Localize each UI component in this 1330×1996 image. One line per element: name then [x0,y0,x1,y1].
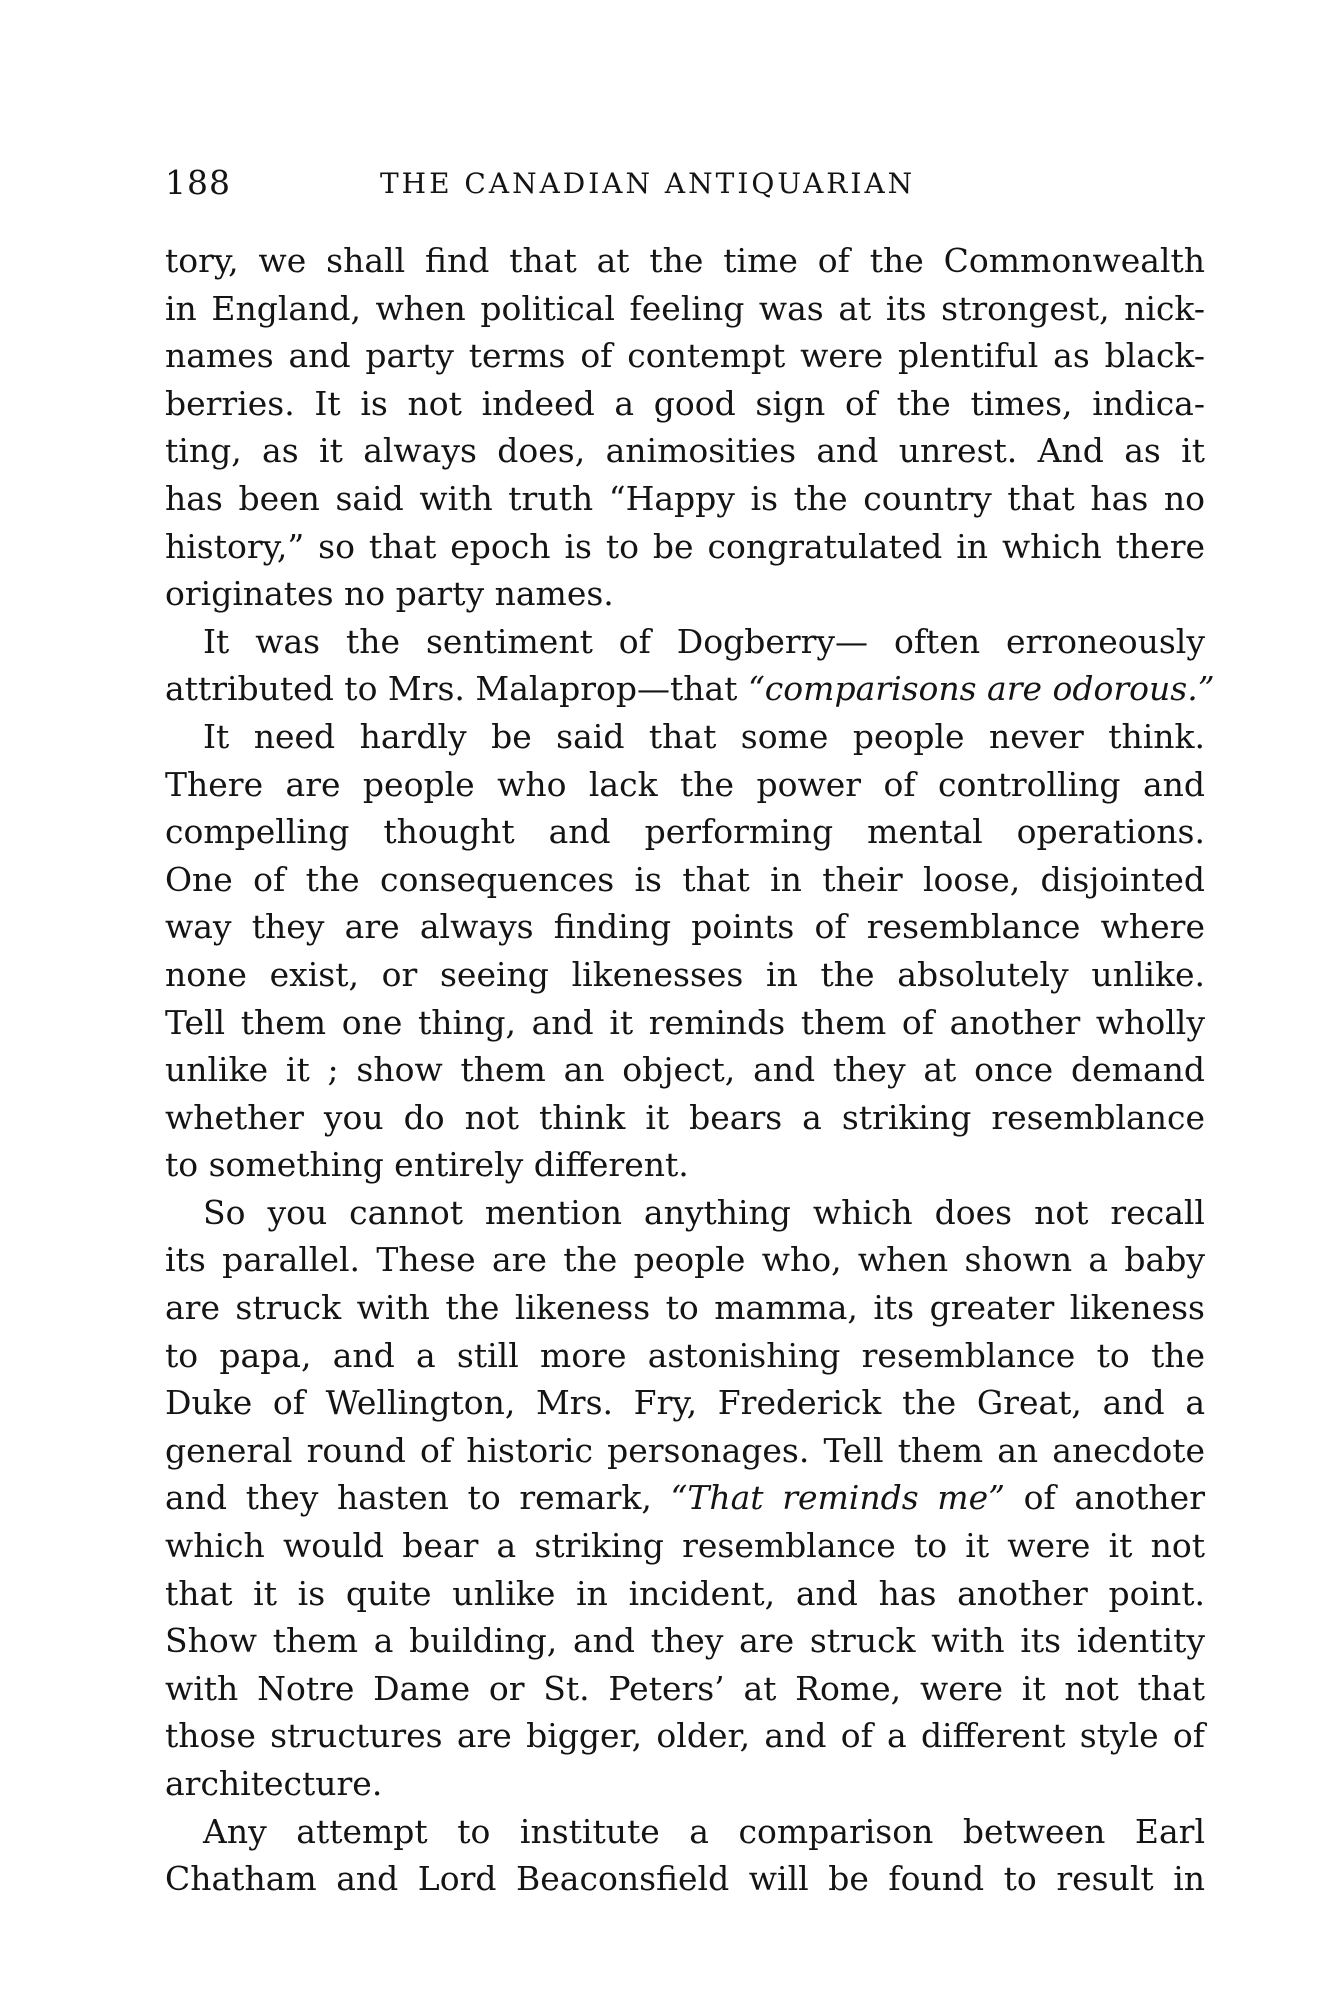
text-line: none exist, or seeing likenesses in the absolutely unlike. [165,954,1205,994]
running-title: THE CANADIAN ANTIQUARIAN [380,167,916,200]
text-line: berries. It is not indeed a good sign of the times, indica- [165,383,1205,423]
text-line: to something entirely different. [165,1145,689,1185]
text-line: which would bear a striking resemblance to it were it not [165,1526,1205,1566]
text-line: in England, when political feeling was at its strongest, nick- [165,288,1205,328]
text-line: There are people who lack the power of controlling and [165,764,1205,804]
text-line: tory, we shall find that at the time of the Commonwealth [165,241,1205,280]
text-line: history,” so that epoch is to be congratulated in which there [165,526,1205,566]
text-line: It was the sentiment of Dogberry— often erroneously [203,621,1205,661]
text-line-with-quote [165,1474,1205,1522]
page-header [165,163,1205,211]
text-line: that it is quite unlike in incident, and has another point. [165,1573,1205,1613]
text-line: Show them a building, and they are struck with its identity [165,1621,1205,1661]
italic-quote: “That reminds me” [670,1478,1006,1518]
text-line: It need hardly be said that some people never think. [203,716,1205,756]
text-line: Chatham and Lord Beaconsfield will be found to result in [165,1859,1205,1899]
text-line-with-quote [165,665,1215,713]
text-line: way they are always finding points of resemblance where [165,907,1205,947]
text-segment: of another [1005,1478,1205,1518]
text-line: those structures are bigger, older, and of a different style of [165,1716,1205,1756]
text-line: with Notre Dame or St. Peters’ at Rome, were it not that [165,1668,1205,1708]
text-segment: and they hasten to remark, [165,1478,671,1518]
text-line: has been said with truth “Happy is the country that has no [165,478,1205,518]
text-line: ting, as it always does, animosities and unrest. And as it [165,431,1205,471]
text-line: its parallel. These are the people who, when shown a baby [165,1240,1205,1280]
text-line: Tell them one thing, and it reminds them of another wholly [165,1002,1205,1042]
text-line: originates no party names. [165,574,614,614]
text-line: Duke of Wellington, Mrs. Fry, Frederick the Great, and a [165,1383,1205,1423]
text-line: architecture. [165,1764,383,1803]
text-line: names and party terms of contempt were plentiful as black- [165,336,1205,376]
text-line: Any attempt to institute a comparison between Earl [203,1811,1205,1851]
text-segment: attributed to Mrs. Malaprop—that [165,669,748,709]
text-line: are struck with the likeness to mamma, its greater likeness [165,1288,1205,1328]
text-line: whether you do not think it bears a striking resemblance [165,1097,1205,1137]
text-line: to papa, and a still more astonishing resemblance to the [165,1335,1205,1375]
text-line: general round of historic personages. Tell them an anecdote [165,1430,1205,1470]
body-text [165,237,1215,1903]
page-number: 188 [165,163,231,202]
text-line: So you cannot mention anything which does not recall [203,1192,1205,1232]
italic-quote: “comparisons are odorous.” [747,669,1215,709]
text-line: compelling thought and performing mental operations. [165,812,1205,852]
text-line: One of the consequences is that in their loose, disjointed [165,859,1205,899]
text-line: unlike it ; show them an object, and they at once demand [165,1050,1205,1090]
